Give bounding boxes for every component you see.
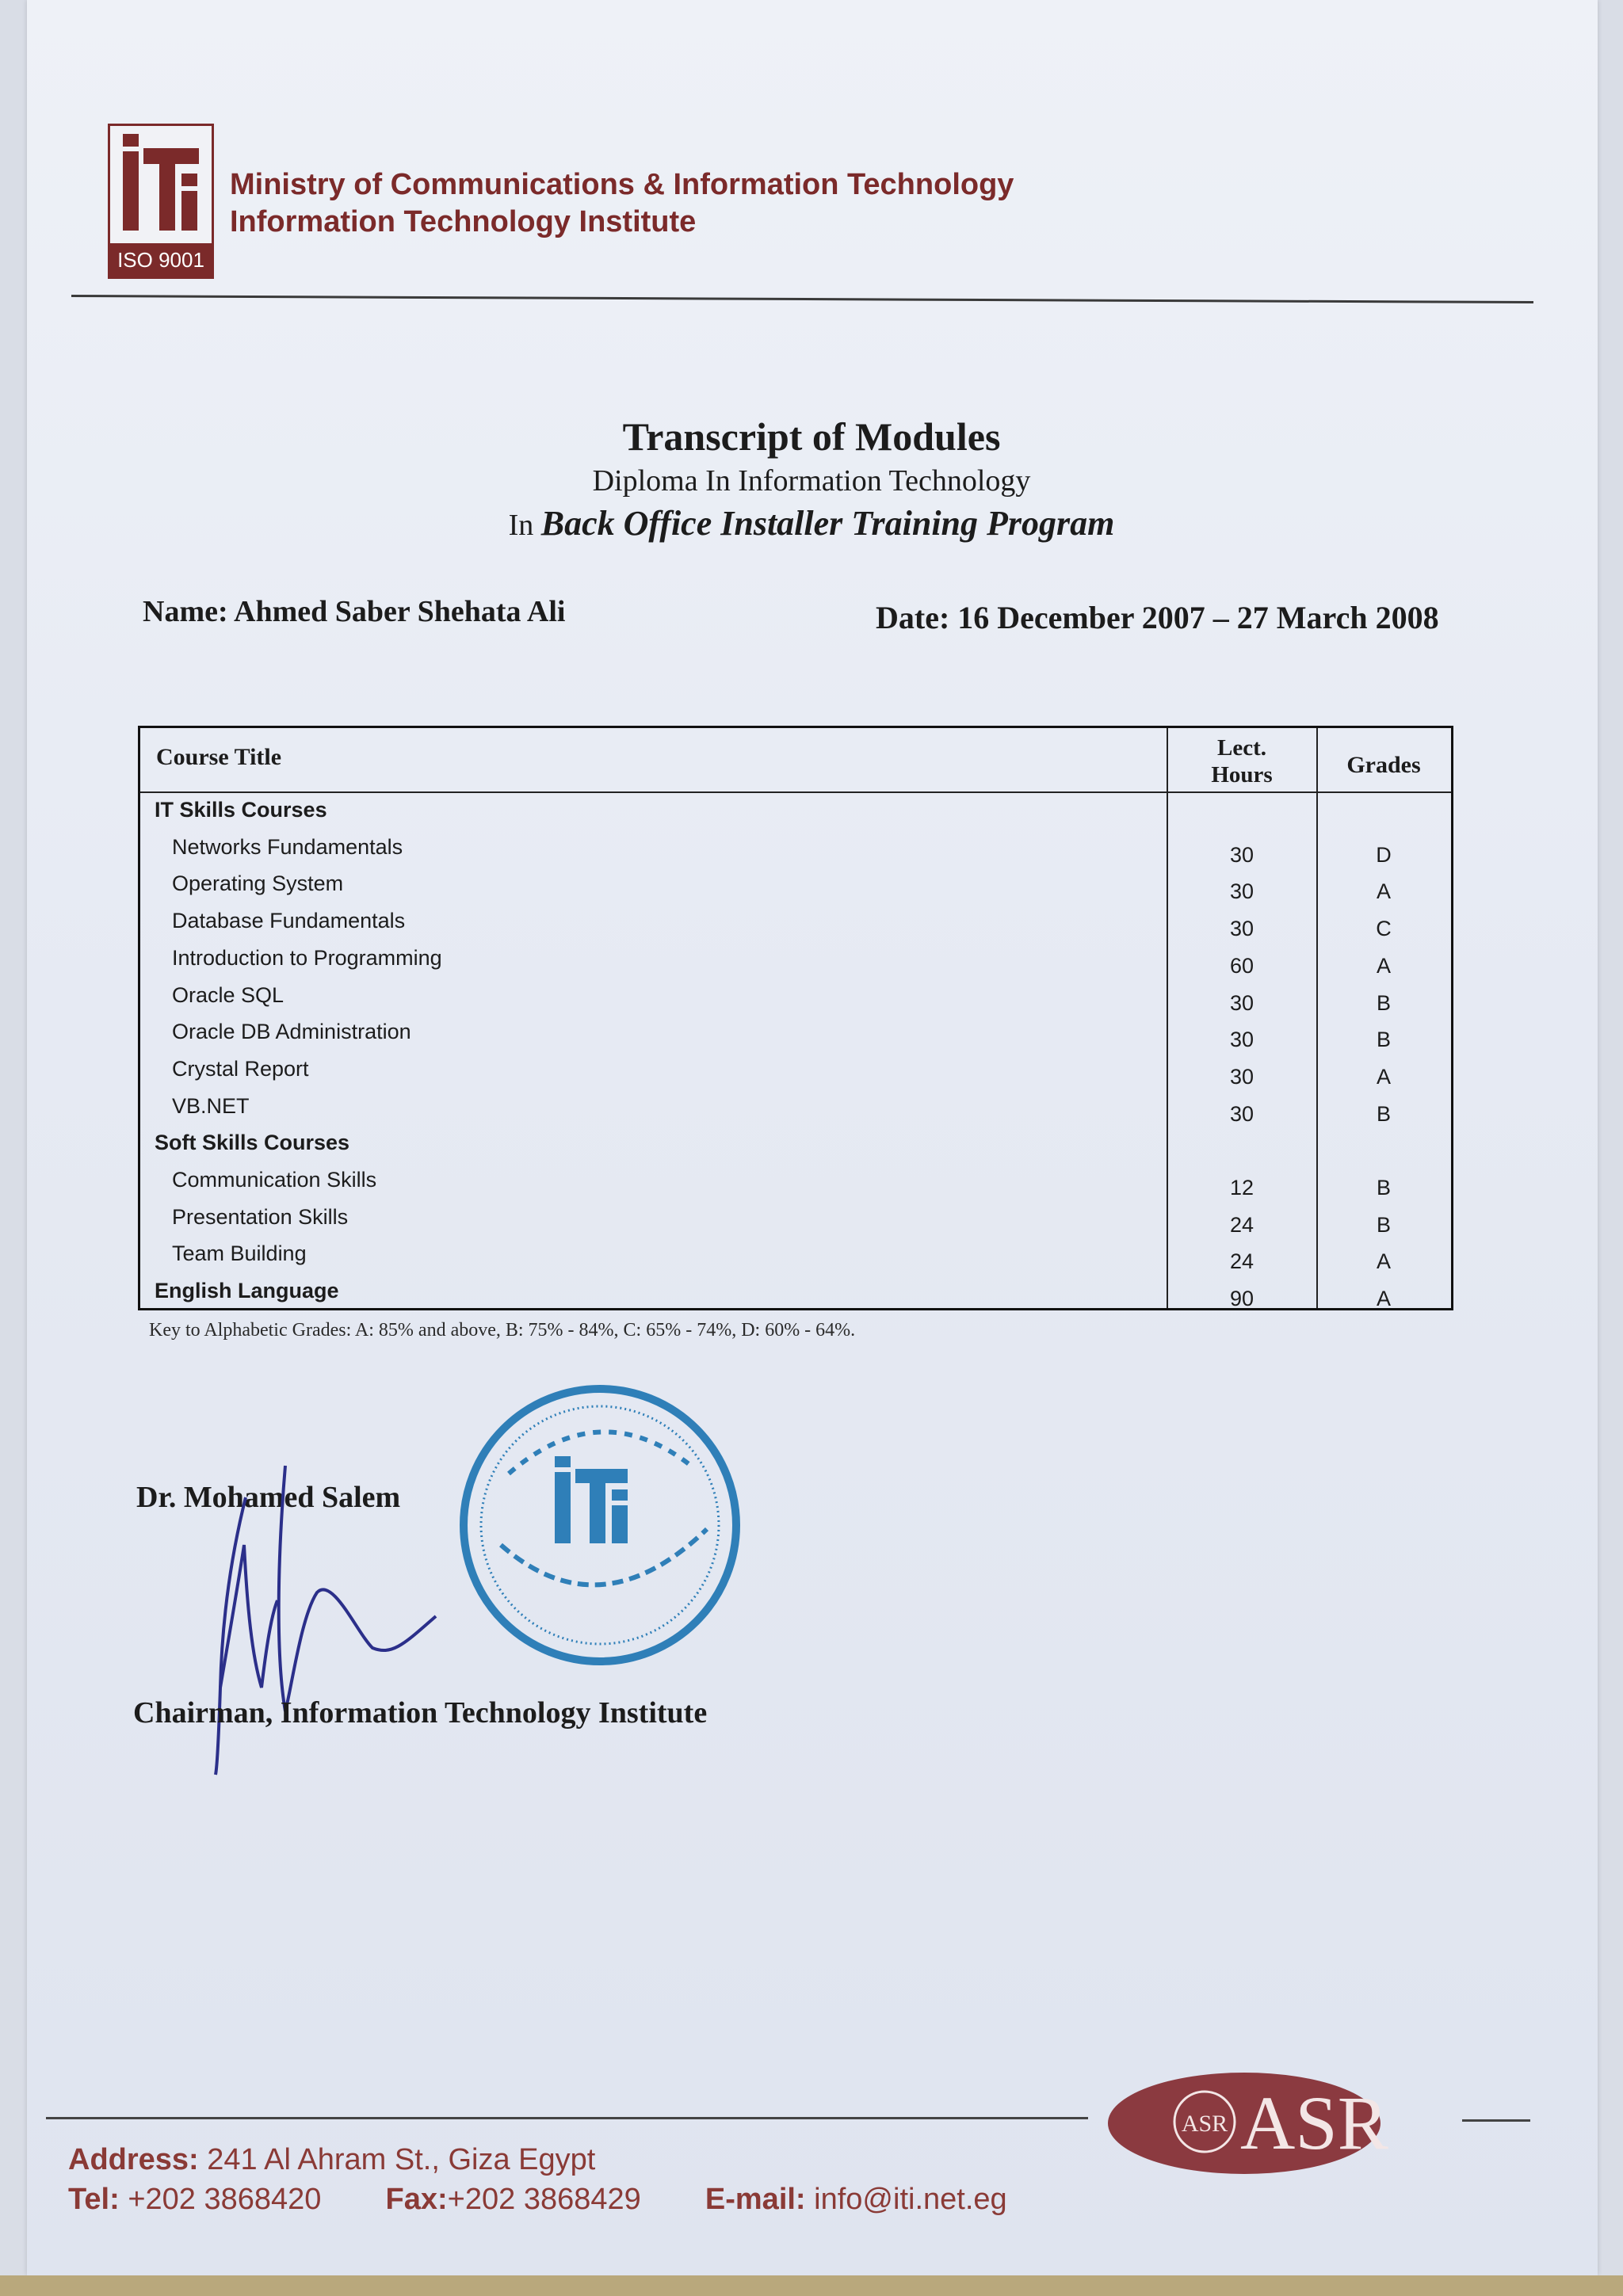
signer-title: Chairman, Information Technology Institute (133, 1696, 708, 1730)
cell-hours: 30 (1229, 1064, 1254, 1089)
cell-grade: A (1376, 1287, 1391, 1311)
iso-label: ISO 9001 (110, 243, 212, 277)
cell-hours: 90 (1229, 1287, 1254, 1311)
header-lect: Lect. (1217, 735, 1266, 761)
table-row (140, 978, 1451, 1016)
table-row (140, 1274, 1451, 1311)
title-block (0, 412, 1623, 548)
institute-stamp (453, 1379, 747, 1672)
header-course-title: Course Title (156, 744, 282, 770)
cell-hours: 24 (1229, 1249, 1254, 1274)
iti-logo (108, 124, 214, 279)
table-row (140, 904, 1451, 941)
table-row (140, 793, 1451, 830)
table-row (140, 1200, 1451, 1238)
cell-grade: B (1376, 1028, 1391, 1052)
table-row (140, 1163, 1451, 1200)
cell-grade: C (1376, 917, 1392, 941)
fax-label: Fax: (385, 2183, 448, 2216)
diploma-subtitle: Diploma In Information Technology (592, 464, 1031, 498)
cell-hours: 30 (1229, 1028, 1254, 1052)
cell-course: Operating System (172, 871, 344, 896)
handwritten-signature (198, 1450, 452, 1783)
cell-course: Oracle SQL (172, 982, 285, 1007)
document-title: Transcript of Modules (622, 414, 1001, 459)
cell-course: Soft Skills Courses (155, 1131, 350, 1155)
table-row (140, 1052, 1451, 1089)
asr-certification-logo (1102, 2060, 1466, 2187)
email-value: info@iti.net.eg (814, 2183, 1007, 2216)
table-row (140, 941, 1451, 978)
cell-grade: A (1376, 953, 1391, 978)
student-name: Ahmed Saber Shehata Ali (234, 595, 566, 628)
cell-course: Team Building (172, 1241, 307, 1266)
footer-divider (46, 2117, 1088, 2119)
cell-course: IT Skills Courses (155, 798, 327, 822)
cell-hours: 30 (1229, 842, 1254, 867)
footer-divider (1462, 2119, 1530, 2122)
signer-name: Dr. Mohamed Salem (136, 1481, 401, 1514)
table-row (140, 1015, 1451, 1052)
iti-logo-icon (116, 131, 205, 242)
table-row (140, 1089, 1451, 1127)
header-hours: Hours (1211, 762, 1273, 788)
cell-hours: 30 (1229, 990, 1254, 1015)
tel-label: Tel: (68, 2183, 120, 2216)
header-grades: Grades (1346, 752, 1421, 778)
cell-course: Crystal Report (172, 1056, 309, 1081)
cell-course: Networks Fundamentals (172, 834, 403, 859)
institute-name: Information Technology Institute (230, 205, 697, 238)
cell-course: English Language (155, 1279, 339, 1303)
address-label: Address: (68, 2143, 199, 2176)
cell-grade: D (1376, 842, 1392, 867)
asr-badge-text: ASR (1181, 2111, 1228, 2137)
cell-hours: 24 (1229, 1212, 1254, 1237)
date-line (876, 599, 1439, 636)
cell-course: Oracle DB Administration (172, 1020, 411, 1044)
ministry-name: Ministry of Communications & Information Technology (230, 168, 1014, 201)
cell-grade: A (1376, 879, 1391, 904)
cell-grade: B (1376, 1212, 1391, 1237)
fax-value: +202 3868429 (447, 2183, 641, 2216)
table-row (140, 830, 1451, 868)
transcript-table (138, 726, 1453, 1310)
header-lect-hours (1167, 734, 1317, 788)
tel-value: +202 3868420 (128, 2183, 322, 2216)
cell-grade: B (1376, 1176, 1391, 1199)
date-label: Date: (876, 600, 950, 635)
cell-course: Communication Skills (172, 1168, 377, 1192)
program-name: Back Office Installer Training Program (540, 504, 1115, 543)
grade-key: Key to Alphabetic Grades: A: 85% and above, B: 75% - 84%, C: 65% - 74%, D: 60% - 64%. (149, 1320, 856, 1341)
table-row (140, 1126, 1451, 1163)
cell-grade: A (1376, 1249, 1391, 1274)
cell-hours: 60 (1229, 953, 1254, 978)
program-prefix: In (508, 509, 534, 542)
program-line (0, 501, 1623, 548)
email-label: E-mail: (705, 2183, 806, 2216)
ministry-header (230, 166, 1014, 241)
footer-contact (68, 2183, 1007, 2217)
student-name-line (143, 594, 565, 629)
cell-course: Introduction to Programming (172, 945, 442, 970)
table-row (140, 867, 1451, 904)
footer-address (68, 2143, 595, 2177)
asr-wordmark: ASR (1240, 2081, 1388, 2165)
cell-hours: 30 (1229, 917, 1254, 941)
date-range: 16 December 2007 – 27 March 2008 (957, 600, 1439, 635)
cell-course: Database Fundamentals (172, 909, 406, 933)
background-surface (0, 2275, 1623, 2296)
table-row (140, 1237, 1451, 1274)
cell-course: VB.NET (172, 1093, 250, 1118)
cell-grade: B (1376, 990, 1391, 1015)
address-value: 241 Al Ahram St., Giza Egypt (207, 2143, 596, 2176)
cell-course: Presentation Skills (172, 1204, 349, 1229)
cell-grade: B (1376, 1101, 1391, 1126)
cell-hours: 30 (1229, 879, 1254, 904)
cell-hours: 30 (1229, 1101, 1254, 1126)
cell-hours: 12 (1229, 1176, 1254, 1199)
cell-grade: A (1376, 1064, 1391, 1089)
name-label: Name: (143, 595, 228, 628)
